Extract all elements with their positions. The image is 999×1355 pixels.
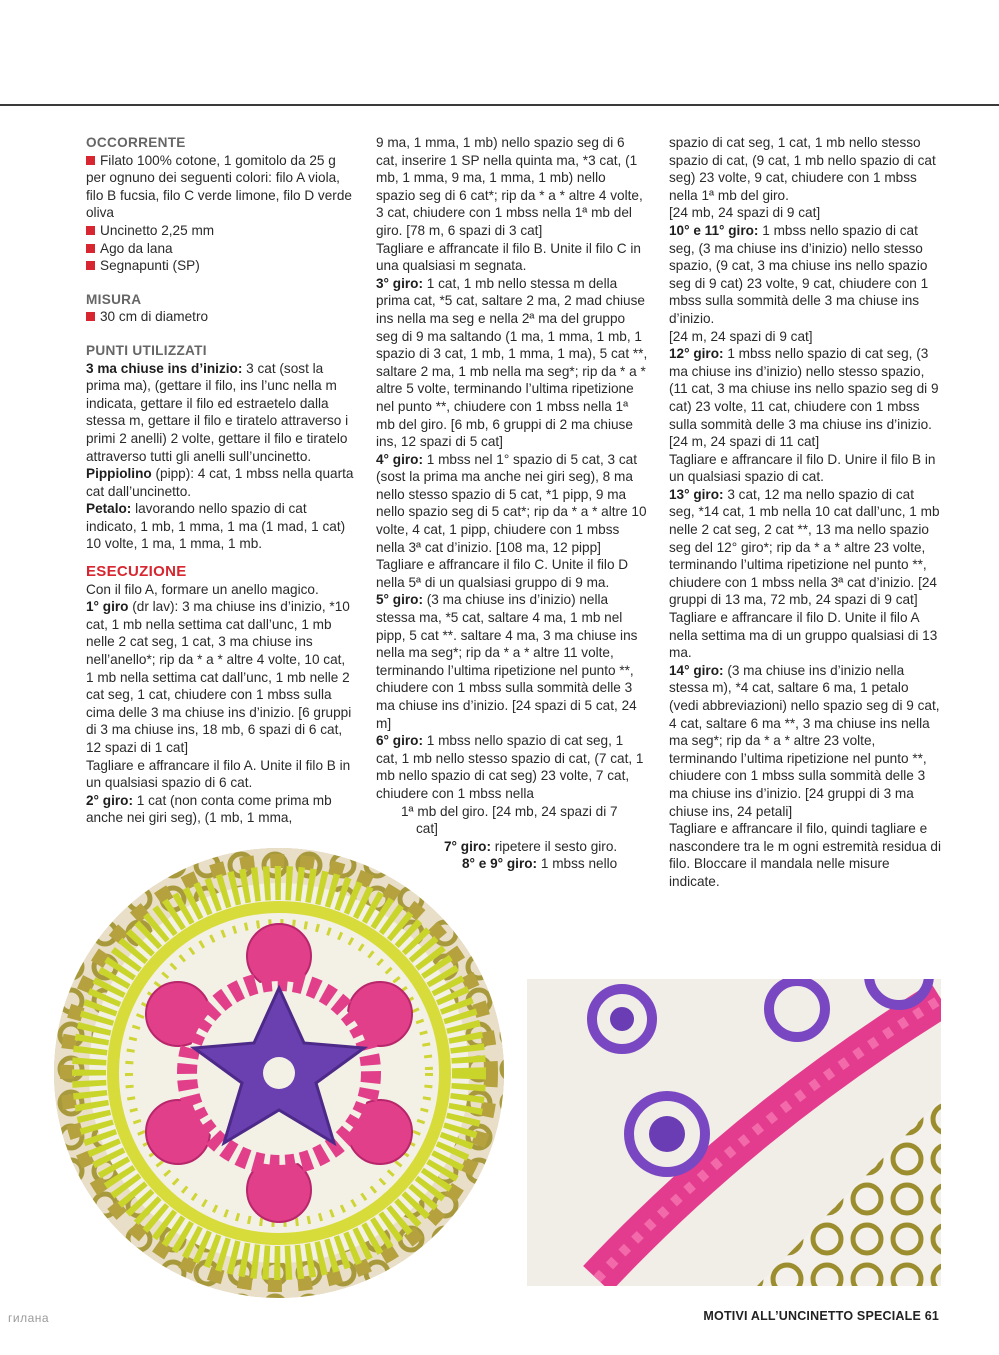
top-rule bbox=[0, 104, 999, 106]
instruction-paragraph: Tagliare e affrancare il filo D. Unire il filo B in un qualsiasi spazio di cat. bbox=[669, 451, 936, 485]
round-instruction: 6° giro: 1 mbss nello spazio di cat seg, 1 cat, 1 mb nello stesso spazio di cat, (7 cat, 1 mb nello spazio di cat seg) 23 volte, 7 cat, chiudere con 1 mbss nella bbox=[376, 733, 644, 801]
round-instruction-cont: 1ª mb del giro. [24 mb, 24 spazi di 7 bbox=[401, 803, 618, 819]
instruction-paragraph: 9 ma, 1 mma, 1 mb) nello spazio seg di 6 cat, inserire 1 SP nella quinta ma, *3 cat, (1 mb, 1 mma, 9 ma, 1 mma, 1 mb) nello spazio seg di 6 cat*; rip da * a * altre 4 volte, 3 cat, chiudere con 1 mbss nella 1ª mb del giro. [78 m, 6 spazi di 3 cat] bbox=[376, 135, 643, 238]
instruction-paragraph: spazio di cat seg, 1 cat, 1 mb nello stesso spazio di cat, (9 cat, 1 mb nello spazio di cat seg) 23 volte, 9 cat, chiudere con 1 mbss nella 1ª mb del giro. bbox=[669, 135, 936, 203]
round-instruction: 4° giro: 1 mbss nel 1° spazio di 5 cat, 3 cat (sost la prima ma anche nei giri seg), 8 ma nello stesso spazio di 5 cat, *1 pipp, 9 ma nello spazio seg di 5 cat*; rip da * a * altre 10 volte, 4 cat, 1 pipp, chiudere con 1 mbss nella 3ª cat d’inizio. [108 ma, 12 pipp] bbox=[376, 451, 647, 555]
occorrente-heading: OCCORRENTE bbox=[86, 135, 186, 150]
round-instruction: 7° giro: ripetere il sesto giro. bbox=[444, 838, 618, 854]
mandala-photo bbox=[54, 848, 504, 1298]
stitch-definition: 3 ma chiuse ins d’inizio: 3 cat (sost la prima ma), (gettare il filo, ins l’unc nella m indicata, gettare il filo ed estraetelo dalla stessa m, gettare il filo e tiratelo attraverso i primi 2 anelli) 2 volte, gettare il filo e tiratelo attraverso tutti gli anelli sull’uncinetto. bbox=[86, 360, 349, 464]
occorrente-item: Segnapunti (SP) bbox=[86, 257, 354, 275]
instruction-paragraph: Tagliare e affrancare il filo, quindi tagliare e nascondere tra le m ogni estremità residua di filo. Bloccare il mandala nelle misure indicate. bbox=[669, 821, 942, 889]
column-3 bbox=[669, 134, 941, 891]
stitch-definition: Petalo: lavorando nello spazio di cat indicato, 1 mb, 1 mma, 1 ma (1 mad, 1 cat) 10 volte, 1 ma, 1 mma, 1 mb. bbox=[86, 501, 346, 552]
instruction-paragraph: Tagliare e affrancare il filo D. Unite il filo A nella settima ma di un gruppo qualsiasi di 13 ma. bbox=[669, 610, 938, 661]
bullet-square-icon bbox=[86, 226, 95, 235]
instruction-paragraph: Con il filo A, formare un anello magico. bbox=[86, 581, 319, 597]
round-instruction: 1° giro (dr lav): 3 ma chiuse ins d’inizio, *10 cat, 1 mb nella settima cat dall’unc, 1 mb nelle 2 cat seg, 1 cat, 3 ma chiuse ins nell’anello*; rip da * a * altre 4 volte, 10 cat, 1 mb nella settima cat dall’unc, 1 mb nelle 2 cat seg, 1 cat, chiudere con 1 mbss sulla cima delle 3 ma chiuse ins d’inizio. [6 gruppi di 3 ma chiuse ins, 18 mb, 6 spazi di 6 cat, 12 spazi di 1 cat] bbox=[86, 599, 352, 755]
round-instruction: 10° e 11° giro: 1 mbss nello spazio di cat seg, (3 ma chiuse ins d’inizio) nello stesso spazio, (9 cat, 3 ma chiuse ins nello spazio seg di 9 cat) 23 volte, 9 cat, chiudere con 1 mbss sulla sommità delle 3 ma chiuse ins d’inizio. bbox=[669, 222, 929, 326]
watermark-text: гилана bbox=[8, 1311, 50, 1325]
column-1 bbox=[86, 134, 354, 827]
column-2 bbox=[376, 134, 648, 873]
round-instruction-cont: cat] bbox=[416, 821, 438, 837]
stitch-definition: Pippiolino (pipp): 4 cat, 1 mbss nella quarta cat dall’uncinetto. bbox=[86, 466, 354, 499]
round-instruction: 14° giro: (3 ma chiuse ins d’inizio nella stessa m), *4 cat, saltare 6 ma, 1 petalo (vedi abbreviazioni) nello spazio seg di 9 cat, 4 cat, saltare 6 ma **, 3 ma chiuse ins nella ma seg*; rip da * a * altre 23 volte, terminando l’ultima ripetizione nel punto **, chiudere con 1 mbss sulla sommità delle 3 ma chiuse ins d’inizio. [24 gruppi di 3 ma chiuse ins, 24 petali] bbox=[669, 662, 940, 819]
round-instruction: 12° giro: 1 mbss nello spazio di cat seg, (3 ma chiuse ins d’inizio) nello stesso spazio, (11 cat, 3 ma chiuse ins nello spazio seg di 9 cat) 23 volte, 11 cat, chiudere con 1 mbss sulla sommità delle 3 ma chiuse ins d’inizio. bbox=[669, 346, 939, 432]
page-footer: MOTIVI ALL’UNCINETTO SPECIALE 61 bbox=[703, 1309, 939, 1323]
instruction-paragraph: Tagliare e affrancare il filo C. Unite il filo D nella 5ª di un qualsiasi gruppo di 9 ma. bbox=[376, 557, 629, 590]
occorrente-item: Filato 100% cotone, 1 gomitolo da 25 g per ognuno dei seguenti colori: filo A viola, filo B fucsia, filo C verde limone, filo D verde oliva bbox=[86, 152, 352, 221]
round-instruction: 13° giro: 3 cat, 12 ma nello spazio di cat seg, *14 cat, 1 mb nella 10 cat dall’unc, 1 mb nelle 2 cat seg, 2 cat **, 13 ma nello spazio seg del 12° giro*; rip da * a * altre 23 volte, terminando l’ultima ripetizione nel punto **, chiudere con 1 mbss nella 3ª cat d’inizio. [24 gruppi di 13 ma, 72 mb, 24 spazi di 9 cat] bbox=[669, 486, 940, 608]
round-instruction: 2° giro: 1 cat (non conta come prima mb anche nei giri seg), (1 mb, 1 mma, bbox=[86, 792, 332, 826]
detail-illustration bbox=[527, 979, 941, 1286]
round-instruction: 8° e 9° giro: 1 mbss nello bbox=[462, 856, 618, 872]
detail-photo bbox=[527, 979, 941, 1286]
punti-heading: PUNTI UTILIZZATI bbox=[86, 342, 207, 358]
bullet-square-icon bbox=[86, 156, 95, 165]
round-instruction: 5° giro: (3 ma chiuse ins d’inizio) nella stessa ma, *5 cat, saltare 4 ma, 1 mb nel pipp, 5 cat **. saltare 4 ma, 3 ma chiuse ins nella ma seg*; rip da * a * altre 11 volte, terminando l’ultima ripetizione nel punto **, chiudere con 1 mbss sulla sommità delle 3 ma chiuse ins d’inizio. [24 spazi di 5 cat, 24 m] bbox=[376, 592, 638, 731]
count-summary: [24 m, 24 spazi di 9 cat] bbox=[669, 328, 813, 344]
round-instruction: 3° giro: 1 cat, 1 mb nello stessa m della prima cat, *5 cat, saltare 2 ma, 2 mad chiuse ins nella ma seg e nella 2ª ma del gruppo seg di 9 ma saltando (1 ma, 1 mma, 1 mb, 1 spazio di 3 cat, 1 mb, 1 mma, 1 ma), 5 cat **, saltare 2 ma, 1 mb nella ma seg*; rip da * a * altre 5 volte, terminando l’ultima ripetizione nel punto **, chiudere con 1 mbss nella 1ª mb del giro. [6 mb, 6 gruppi di 2 ma chiuse ins, 12 spazi di 5 cat] bbox=[376, 275, 648, 450]
occorrente-item: Uncinetto 2,25 mm bbox=[86, 222, 354, 240]
instruction-paragraph: Tagliare e affrancate il filo B. Unite il filo C in una qualsiasi m segnata. bbox=[376, 240, 641, 274]
esecuzione-heading: ESECUZIONE bbox=[86, 563, 187, 581]
mandala-illustration bbox=[54, 848, 504, 1298]
misura-heading: MISURA bbox=[86, 291, 142, 307]
occorrente-item: Ago da lana bbox=[86, 240, 354, 258]
bullet-square-icon bbox=[86, 244, 95, 253]
bullet-square-icon bbox=[86, 312, 95, 321]
count-summary: [24 m, 24 spazi di 11 cat] bbox=[669, 434, 820, 450]
bullet-square-icon bbox=[86, 261, 95, 270]
count-summary: [24 mb, 24 spazi di 9 cat] bbox=[669, 205, 821, 221]
misura-item: 30 cm di diametro bbox=[86, 308, 354, 326]
instruction-paragraph: Tagliare e affrancare il filo A. Unite il filo B in un qualsiasi spazio di 6 cat. bbox=[86, 757, 351, 791]
